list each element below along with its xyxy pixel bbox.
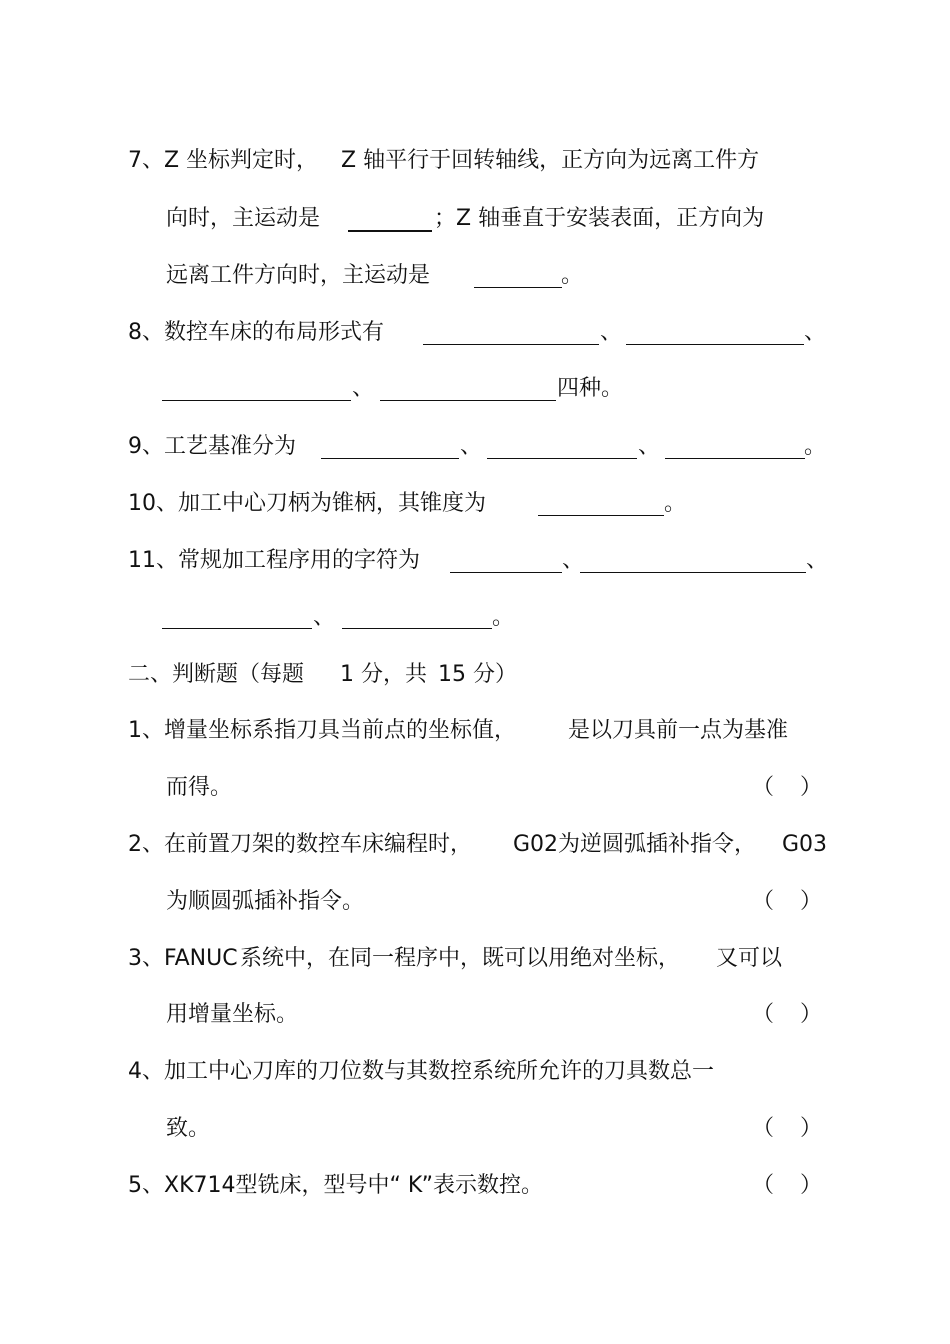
q11-blank3[interactable]	[162, 628, 312, 629]
q7-line1b: Z 轴平行于回转轴线，正方向为远离工件方	[341, 148, 760, 173]
close-paren: ）	[799, 1173, 822, 1198]
j3-answer-parens[interactable]	[752, 1000, 822, 1030]
q7-blank1[interactable]	[348, 230, 432, 232]
q9-sep2: 、	[638, 434, 661, 459]
q8-blank3[interactable]	[162, 400, 351, 401]
q9-blank2[interactable]	[487, 458, 637, 459]
q8-blank1[interactable]	[423, 344, 599, 345]
j4-line2: 致。	[166, 1116, 211, 1141]
q11-blank4[interactable]	[342, 628, 492, 629]
j2-answer-parens[interactable]	[752, 887, 822, 917]
q9-blank3[interactable]	[665, 458, 805, 459]
close-paren: ）	[799, 889, 822, 914]
q11-sep3: 、	[313, 605, 336, 630]
j2-line1a: 2、在前置刀架的数控车床编程时，	[128, 832, 472, 857]
q8-sep1: 、	[600, 320, 623, 345]
q9-end: 。	[804, 434, 827, 459]
section2-heading-a: 二、判断题（每题	[128, 662, 305, 687]
q8-sep2: 、	[804, 320, 827, 345]
q7-line2b: ；Z 轴垂直于安装表面，正方向为	[434, 206, 765, 231]
q8-blank2[interactable]	[626, 344, 804, 345]
q10-blank1[interactable]	[538, 515, 664, 516]
open-paren: （	[752, 889, 775, 914]
close-paren: ）	[799, 1116, 822, 1141]
section2-heading-c: 15 分）	[438, 662, 517, 687]
j4-answer-parens[interactable]	[752, 1114, 822, 1144]
j2-line1b: G02为逆圆弧插补指令，	[513, 832, 757, 857]
j3-line1a: 3、FANUC	[128, 946, 238, 971]
q7-line2a: 向时，主运动是	[166, 206, 321, 231]
q8-blank4[interactable]	[380, 400, 556, 401]
open-paren: （	[752, 1002, 775, 1027]
q11-sep1: 、	[562, 548, 585, 573]
q11-line1: 11、常规加工程序用的字符为	[128, 548, 420, 573]
q9-line1: 9、工艺基准分为	[128, 434, 296, 459]
j2-line2: 为顺圆弧插补指令。	[166, 889, 365, 914]
q7-line3a: 远离工件方向时，主运动是	[166, 263, 431, 288]
open-paren: （	[752, 1173, 775, 1198]
j5-line1: 5、XK714型铣床，型号中“ K”表示数控。	[128, 1173, 544, 1198]
q8-line1: 8、数控车床的布局形式有	[128, 320, 384, 345]
q11-end: 。	[492, 605, 515, 630]
q10-line1: 10、加工中心刀柄为锥柄，其锥度为	[128, 491, 486, 516]
close-paren: ）	[799, 775, 822, 800]
j1-line1a: 1、增量坐标系指刀具当前点的坐标值，	[128, 718, 516, 743]
q11-blank1[interactable]	[450, 572, 562, 573]
j1-line1b: 是以刀具前一点为基准	[568, 718, 789, 743]
q7-blank2[interactable]	[474, 287, 562, 288]
j1-line2: 而得。	[166, 775, 233, 800]
q8-sep3: 、	[352, 376, 375, 401]
j2-line1c: G03	[782, 832, 828, 857]
j3-line1b: 系统中，在同一程序中，既可以用绝对坐标，	[240, 946, 681, 971]
q9-blank1[interactable]	[321, 458, 459, 459]
q11-sep2: 、	[806, 548, 829, 573]
q10-end: 。	[664, 491, 687, 516]
j5-answer-parens[interactable]	[752, 1171, 822, 1201]
j4-line1: 4、加工中心刀库的刀位数与其数控系统所允许的刀具数总一	[128, 1059, 714, 1084]
q9-sep1: 、	[460, 434, 483, 459]
section2-heading-b: 1 分，共	[340, 662, 427, 687]
j3-line1c: 又可以	[716, 946, 783, 971]
q8-end: 四种。	[557, 376, 624, 401]
close-paren: ）	[799, 1002, 822, 1027]
q7-line1a: 7、Z 坐标判定时，	[128, 148, 319, 173]
j3-line2: 用增量坐标。	[166, 1002, 299, 1027]
open-paren: （	[752, 1116, 775, 1141]
open-paren: （	[752, 775, 775, 800]
j1-answer-parens[interactable]	[752, 773, 822, 803]
q11-blank2[interactable]	[580, 572, 806, 573]
q7-line3b: 。	[561, 263, 584, 288]
